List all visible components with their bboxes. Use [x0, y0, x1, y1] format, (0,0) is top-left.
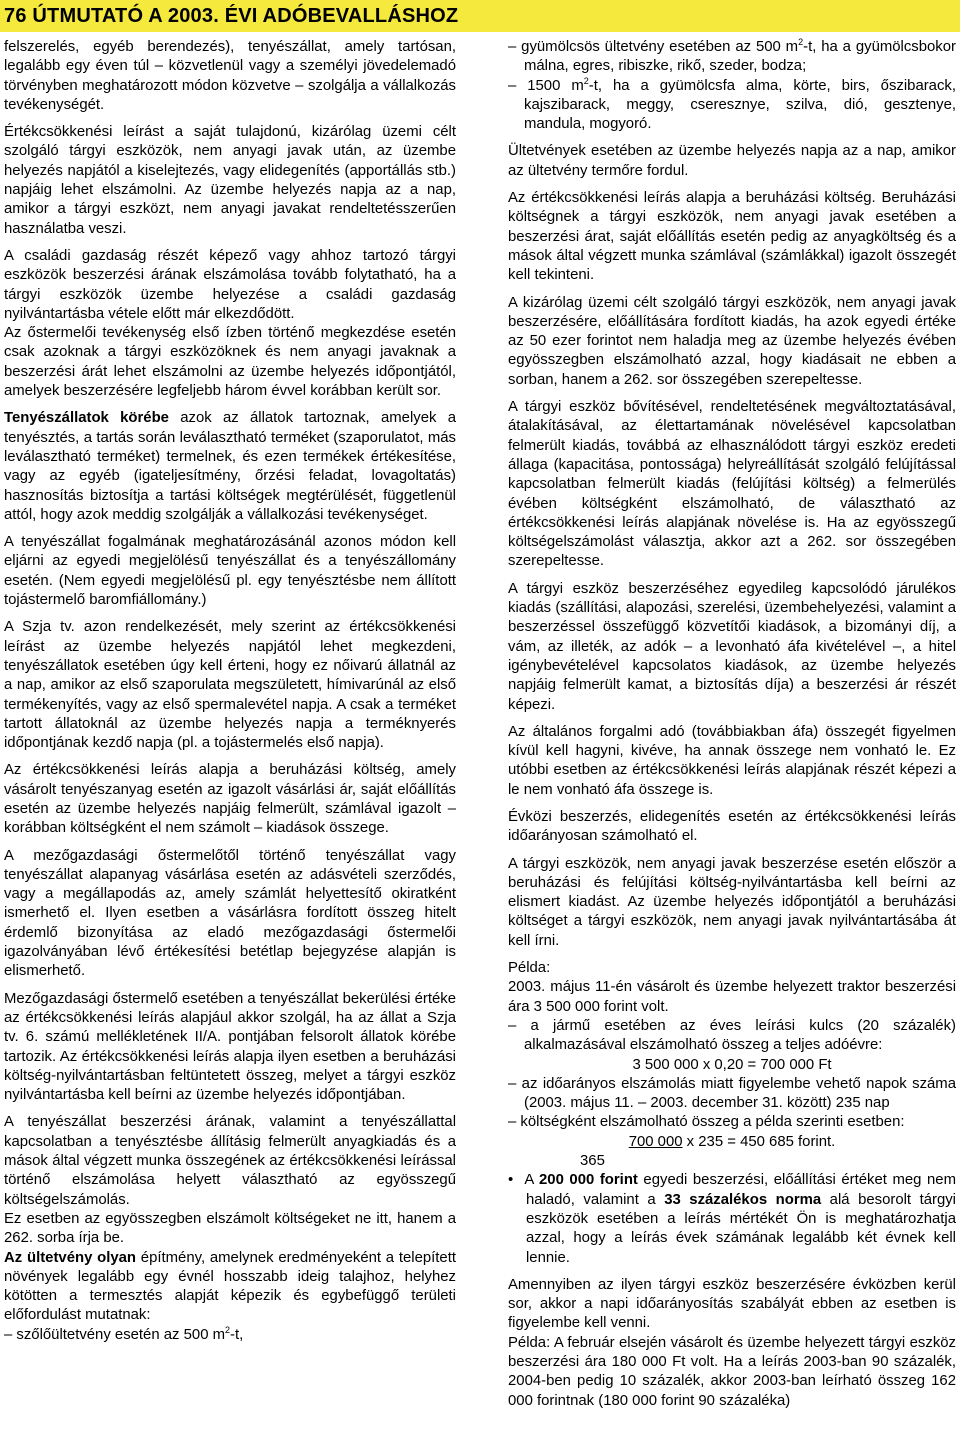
calculation: [508, 1133, 956, 1152]
list-item: [508, 38, 956, 77]
paragraph: Példa: A február elsején vásárolt és üzembe helyezett tárgyi eszköz beszerzési ára 180 000 Ft volt. Ha a leírás 2003-ban 90 százalék, 2004-ben pedig 10 százalék, akkor 2003-ban leírható összeg 162 000 forintnak (180 000 forint 90 százaléka): [508, 1334, 956, 1409]
list-item: [508, 77, 956, 135]
fraction-denominator: [508, 1152, 956, 1171]
paragraph: [4, 409, 456, 525]
bullet-text: egyedi beszerzési, előállítási értéket meg nem haladó, valamint a: [526, 1172, 956, 1208]
page-title: 76 ÚTMUTATÓ A 2003. ÉVI ADÓBEVALLÁSHOZ: [4, 4, 459, 27]
paragraph: Ez esetben az egyösszegben elszámolt költségeket ne itt, hanem a 262. sorba írja be.: [4, 1210, 456, 1247]
list-item: [4, 1326, 456, 1345]
paragraph: A családi gazdaság részét képező vagy ahhoz tartozó tárgyi eszközök beszerzési árának elszámolása tovább folytatható, ha a tárgyi eszközök üzembe helyezése a családi gazdaság nyilvántartásba vétele előtt már elkezdődött.: [4, 247, 456, 322]
paragraph: A Szja tv. azon rendelkezését, mely szerint az értékcsökkenési leírást az üzembe helyezés napjától lehet megkezdeni, tenyészállatok esetében úgy kell érteni, hogy ez nőivarú állatnál az a nap, amikor az első szaporulata megszületett, hímivarúnál az első termékenyítés, vagy az első spermalevétel napja. A csak a terméket tartott állatoknál az üzembe helyezés napja a terméknyerés időpontjának kezdő napja (pl. a tojástermelés első napja).: [4, 619, 456, 752]
fraction-numerator: 700 000: [628, 1133, 683, 1150]
paragraph: felszerelés, egyéb berendezés), tenyészállat, amely tartósan, legalább egy éven túl – közvetlenül vagy a személyi jövedelemadó törvényben meghatározott módon közvetve – szolgálja a vállalkozás tevékenységét.: [4, 39, 456, 113]
paragraph: A mezőgazdasági őstermelőtől történő tenyészállat vagy tenyészállat alapanyag vásárlása esetén az adásvételi szerződés, vagy a megállapodás az, amely számlát helyettesítő okiratként ismerhető el. Ilyen esetben a vásárlásra fordított összeg hitelt érdemlő bizonyítása az eladó mezőgazdasági őstermelői igazolványában lévő értékesítési betétlap bejegyzése alapján is elismerhető.: [4, 847, 456, 980]
paragraph: A tárgyi eszköz beszerzéséhez egyedileg kapcsolódó járulékos kiadás (szállítási, alapozási, szerelési, üzembehelyezési, valamint a beszerzéssel összefüggő közvetítői kiadások, a bizományi díj, a vám, az illeték, az adók – a levonható áfa kivételével –, a hitel igénybevételével kapcsolatos kiadások, az üzembe helyezés napjáig felmerült kamat, a biztosítás díja) a beszerzési ár részét képezi.: [508, 580, 956, 713]
superscript: 2: [798, 37, 804, 48]
list-text: – gyümölcsös ültetvény esetében az 500 m: [508, 39, 799, 55]
bullet-item: [508, 1171, 956, 1267]
superscript: 2: [225, 1324, 231, 1335]
bold-term: Tenyészállatok körébe: [4, 410, 169, 427]
list-text: -t, ha a gyümölcsbokor málna, egres, ribiszke, rikő, szeder, bodza;: [524, 39, 956, 75]
paragraph-text: azok az állatok tartoznak, amelyek a tenyésztés, a tartás során leválasztható terméket (szaporulatot, más leválasztható terméket) termelnek, és ezen termékek értékesítése, vagy az egyéb (igateljesítmény, őrzési feladat, lovagoltatás) hasznosítás biztosítja a tartási költségek megtérülését, függetlenül attól, hogy azok meddig szolgálják a vállalkozási tevékenységet.: [4, 410, 456, 523]
bullet-icon: •: [508, 1172, 525, 1189]
bold-term: 33 százalékos norma: [664, 1191, 822, 1208]
paragraph: A tárgyi eszközök, nem anyagi javak beszerzése esetén először a beruházási és felújítási költség-nyilvántartásba kell beírni az elismert kiadást. Az üzembe helyezés időpontjától a beruházási költséget a tárgyi eszközök, nem anyagi javak nyilvántartásába át kell írni.: [508, 855, 956, 949]
paragraph: Évközi beszerzés, elidegenítés esetén az értékcsökkenési leírás időarányosan számolható el.: [508, 808, 956, 845]
list-item: – költségként elszámolható összeg a példa szerinti esetben:: [508, 1114, 905, 1131]
bullet-text: A: [524, 1172, 540, 1189]
list-text: -t,: [230, 1326, 244, 1343]
paragraph: Ültetvények esetében az üzembe helyezés napja az a nap, amikor az ültetvény termőre fordul.: [508, 143, 956, 179]
example-title: Példa:: [508, 960, 551, 977]
list-text: – 1500 m: [508, 77, 584, 94]
list-item: – a jármű esetében az éves leírási kulcs (20 százalék) alkalmazásával elszámolható összeg a teljes adóévre:: [508, 1017, 956, 1054]
example-text: 2003. május 11-én vásárolt és üzembe helyezett traktor beszerzési ára 3 500 000 forint volt.: [508, 979, 956, 1015]
list-text: -t, ha a gyümölcsfa alma, körte, birs, őszibarack, kajszibarack, meggy, cseresznye, szilva, dió, gesztenye, mandula, mogyoró.: [524, 77, 956, 133]
paragraph: Az általános forgalmi adó (továbbiakban áfa) összegét figyelmen kívül kell hagyni, kivéve, ha annak összege nem vonható le. Ez utóbbi esetben az értékcsökkenési leírás alapjának részét képezi a le nem vonható áfa összege is.: [508, 723, 956, 798]
bold-term: Az ültetvény olyan: [4, 1249, 137, 1266]
paragraph: A kizárólag üzemi célt szolgáló tárgyi eszközök, nem anyagi javak beszerzésére, előállítására fordított kiadás, ha azok egyedi értéke az 50 ezer forintot nem haladja meg az üzembe helyezés évében egyösszegben elszámolható azzal, hogy kiadásait ne ebben a sorban, hanem a 262. sor összegében szerepeltesse.: [508, 294, 956, 388]
paragraph-text: építmény, amelynek eredményeként a telepített növények legalább egy évnél hosszabb ideig talajhoz, helyhez kötötten a termesztés alapját képezik és egybefüggő területi előfordulást mutatnak:: [4, 1249, 456, 1324]
bold-term: 200 000 forint: [539, 1172, 638, 1189]
right-column: [508, 38, 956, 1411]
paragraph: A tenyészállat beszerzési árának, valamint a tenyészállattal kapcsolatban a tenyésztésbe állításig felmerült anyagkiadás és a mások által végzett munka összegének az értékcsökkenési leírással történő elszámolása helyett választható az egyösszegű költségelszámolás.: [4, 1114, 456, 1208]
list-item: – az időarányos elszámolás miatt figyelembe vehető napok száma (2003. május 11. – 2003. december 31. között) 235 nap: [508, 1075, 956, 1112]
paragraph: Az őstermelői tevékenység első ízben történő megkezdése esetén csak azoknak a tárgyi eszközöknek és nem anyagi javaknak a beszerzési árát lehet elszámolni az üzembe helyezés időpontjától, amelyek beszerzésére legfeljebb három évvel korábban került sor.: [4, 325, 456, 400]
bullet-text: alá besorolt tárgyi eszközök esetében a leírás mértékét Ön is meghatározhatja azzal, hogy a leírás évek számának legalább két évnek kell lennie.: [526, 1191, 956, 1266]
fraction-denominator-text: 365: [580, 1153, 605, 1170]
list-text: – szőlőültetvény esetén az 500 m: [4, 1326, 226, 1343]
paragraph: Mezőgazdasági őstermelő esetében a tenyészállat bekerülési értéke az értékcsökkenési leírás alapjául akkor szolgál, ha az állat a Szja tv. 6. számú mellékletének II/A. pontjában felsorolt állatok körébe tartozik. Az értékcsökkenési leírás alapja ilyen esetben a beruházási költség-nyilvántartásban feltüntetett összeg, melyet a tárgyi eszköz nyilvántartásba kell beírni az üzembe helyezés időpontjában.: [4, 990, 456, 1104]
superscript: 2: [583, 75, 589, 86]
paragraph: Az értékcsökkenési leírás alapja a beruházási költség. Beruházási költségnek a tárgyi eszközök, nem anyagi javak esetében a beszerzési árat, saját előállítás esetén pedig az anyagköltség és a mások által végzett munka számlával (számlákkal) igazolt összegét kell tekinteni.: [508, 190, 956, 284]
calculation: 3 500 000 x 0,20 = 700 000 Ft: [632, 1056, 832, 1073]
paragraph: [4, 1249, 456, 1326]
page-header: [0, 0, 960, 32]
paragraph: Értékcsökkenési leírást a saját tulajdonú, kizárólag üzemi célt szolgáló tárgyi eszközök, nem anyagi javak után, az üzembe helyezés napjától a kiselejtezés, vagy elidegenítés (apportállás stb.) napjáig lehet elszámolni. Az üzembe helyezés napja az a nap, amikor a tárgyi eszközt, nem anyagi javakat rendeltetésszerűen használatba veszi.: [4, 124, 456, 237]
left-column: [4, 38, 456, 1345]
paragraph: A tenyészállat fogalmának meghatározásánál azonos módon kell eljárni az egyedi megjelölésű tenyészállat és a tenyészállomány esetén. (Nem egyedi megjelölésű pl. egy tenyésztésbe nem állított tojástermelő baromfiállomány.): [4, 534, 456, 609]
paragraph: Az értékcsökkenési leírás alapja a beruházási költség, amely vásárolt tenyészanyag esetén az igazolt vásárlási ár, saját előállítás esetén az üzembe helyezés napjáig felmerült, számlával igazolt – korábban költségként el nem számolt – kiadások összege.: [4, 762, 456, 837]
paragraph: Amennyiben az ilyen tárgyi eszköz beszerzésére évközben kerül sor, akkor a napi időarányosítás szabályát ebben az esetben is figyelembe kell venni.: [508, 1276, 956, 1332]
calculation-text: x 235 = 450 685 forint.: [682, 1133, 836, 1150]
paragraph: A tárgyi eszköz bővítésével, rendeltetésének megváltoztatásával, átalakításával, az élettartamának növelésével kapcsolatban felmerült kiadás, továbbá az elhasználódott tárgyi eszköz eredeti állaga (kapacitása, pontossága) helyreállítását szolgáló felújítással kapcsolatban felmerült kiadás (felújítási költség) a felmerülés évében költségként elszámolható, de választható az értékcsökkenési leírás alapjának növelése is. Ha az egyösszegű költségelszámolást választja, akkor azt a 262. sor összegében szerepeltesse.: [508, 399, 956, 570]
